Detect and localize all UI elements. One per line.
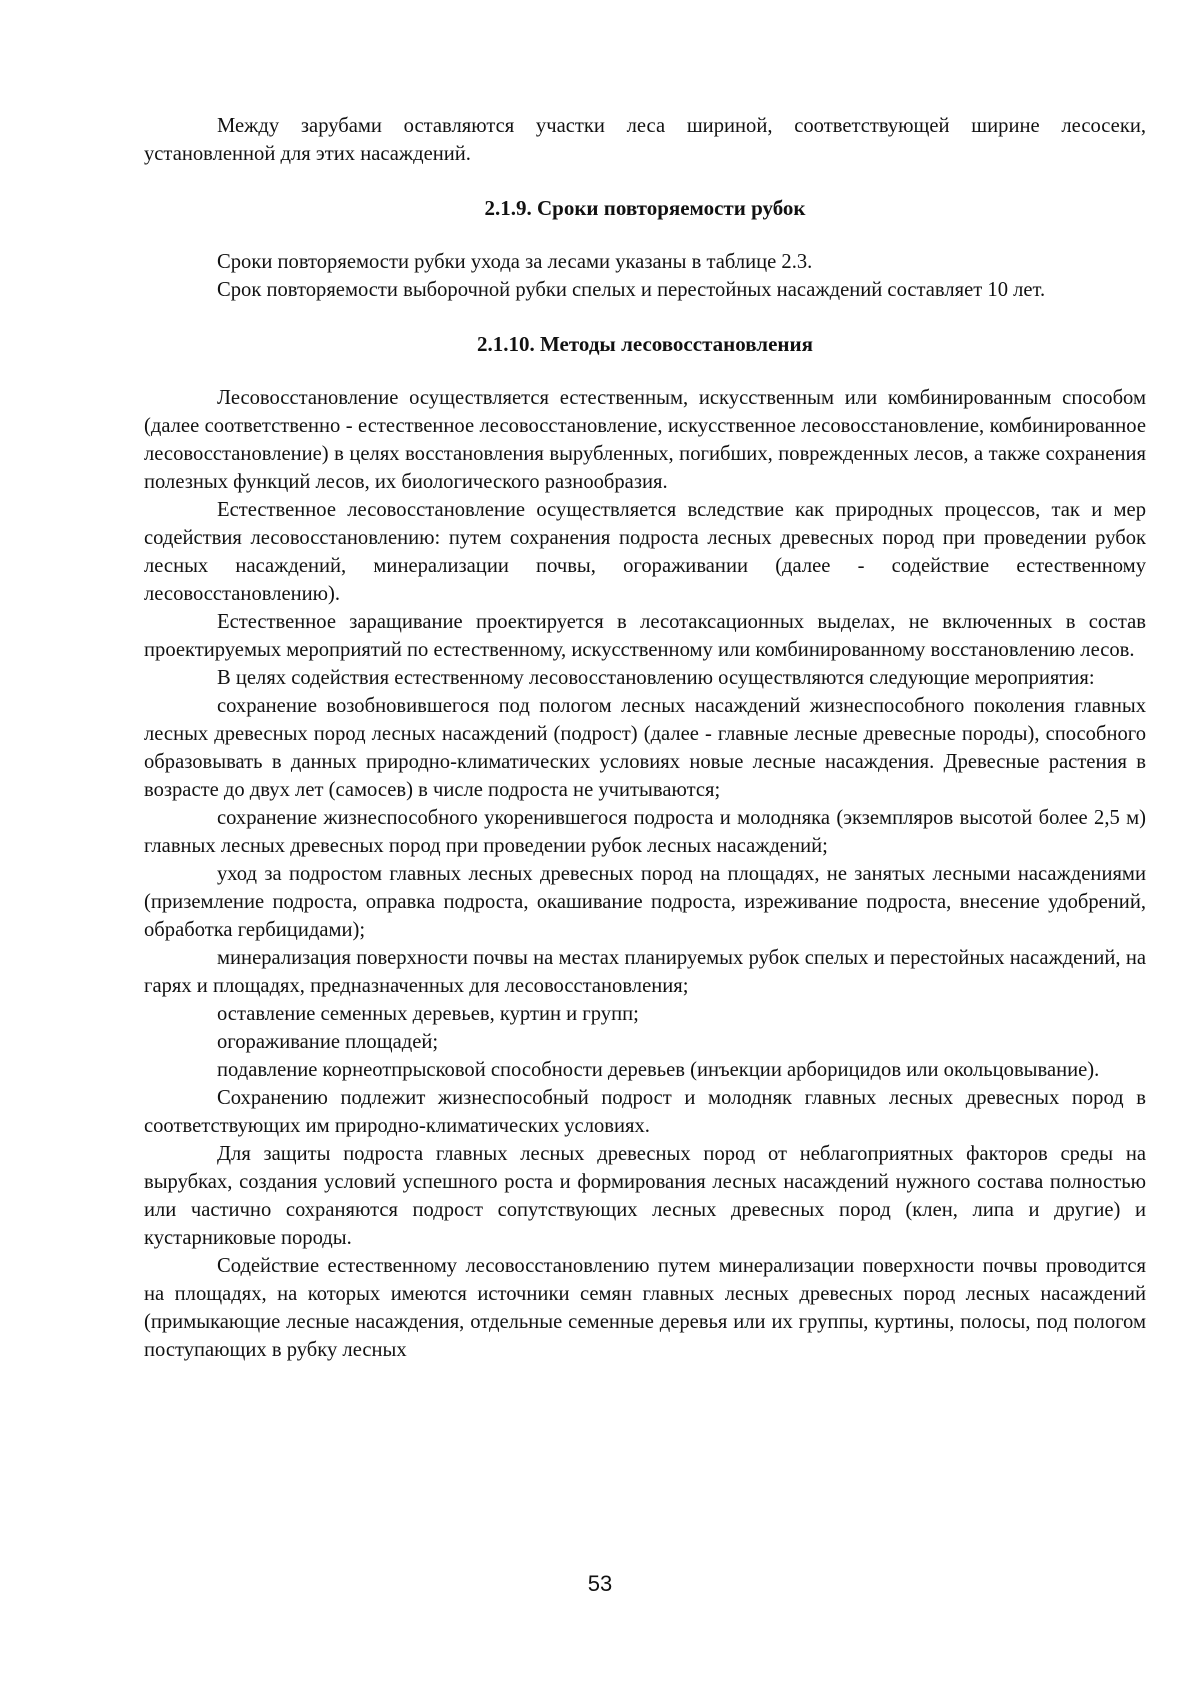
section-heading-reforestation-methods: 2.1.10. Методы лесовосстановления — [477, 332, 813, 356]
list-item: огораживание площадей; — [217, 1031, 439, 1053]
paragraph: Срок повторяемости выборочной рубки спелых и перестойных насаждений составляет 10 лет. — [217, 279, 1046, 301]
paragraph: Лесовосстановление осуществляется естественным, искусственным или комбинированным способом (далее соответственно - естественное лесовосстановление, искусственное лесовосстановление, комбинированное лесовосстановление) в целях восстановления вырубленных, погибших, поврежденных лесов, а также сохранения полезных функций лесов, их биологического разнообразия. — [144, 387, 1146, 493]
list-item: минерализация поверхности почвы на местах планируемых рубок спелых и перестойных насаждений, на гарях и площадях, предназначенных для лесовосстановления; — [144, 947, 1146, 997]
paragraph: Сроки повторяемости рубки ухода за лесами указаны в таблице 2.3. — [217, 251, 813, 273]
section-heading-cutting-frequency: 2.1.9. Сроки повторяемости рубок — [484, 196, 806, 220]
paragraph: Содействие естественному лесовосстановлению путем минерализации поверхности почвы проводится на площадях, на которых имеются источники семян главных лесных древесных пород лесных насаждений (примыкающие лесные насаждения, отдельные семенные деревья или их группы, куртины, полосы, под пологом поступающих в рубку лесных — [144, 1255, 1146, 1361]
paragraph: Между зарубами оставляются участки леса шириной, соответствующей ширине лесосеки, установленной для этих насаждений. — [144, 115, 1146, 165]
paragraph: Для защиты подроста главных лесных древесных пород от неблагоприятных факторов среды на вырубках, создания условий успешного роста и формирования лесных насаждений нужного состава полностью или частично сохраняются подрост сопутствующих лесных древесных пород (клен, липа и другие) и кустарниковые породы. — [144, 1143, 1146, 1249]
list-item: оставление семенных деревьев, куртин и групп; — [217, 1003, 639, 1025]
page-number: 53 — [587, 1571, 613, 1596]
list-item: подавление корнеотпрысковой способности деревьев (инъекции арборицидов или окольцовывание). — [217, 1059, 1100, 1081]
paragraph: Естественное заращивание проектируется в лесотаксационных выделах, не включенных в состав проектируемых мероприятий по естественному, искусственному или комбинированному восстановлению лесов. — [144, 611, 1146, 661]
document-page — [144, 112, 1146, 1364]
list-item: уход за подростом главных лесных древесных пород на площадях, не занятых лесными насаждениями (приземление подроста, оправка подроста, окашивание подроста, изреживание подроста, внесение удобрений, обработка гербицидами); — [144, 863, 1146, 941]
paragraph: В целях содействия естественному лесовосстановлению осуществляются следующие мероприятия: — [217, 667, 1095, 689]
list-item: сохранение возобновившегося под пологом лесных насаждений жизнеспособного поколения главных лесных древесных пород лесных насаждений (подрост) (далее - главные лесные древесные породы), способного образовывать в данных природно-климатических условиях новые лесные насаждения. Древесные растения в возрасте до двух лет (самосев) в числе подроста не учитываются; — [144, 695, 1146, 801]
list-item: сохранение жизнеспособного укоренившегося подроста и молодняка (экземпляров высотой более 2,5 м) главных лесных древесных пород при проведении рубок лесных насаждений; — [144, 807, 1146, 857]
paragraph: Сохранению подлежит жизнеспособный подрост и молодняк главных лесных древесных пород в соответствующих им природно-климатических условиях. — [144, 1087, 1146, 1137]
paragraph: Естественное лесовосстановление осуществляется вследствие как природных процессов, так и мер содействия лесовосстановлению: путем сохранения подроста лесных древесных пород при проведении рубок лесных насаждений, минерализации почвы, огораживании (далее - содействие естественному лесовосстановлению). — [144, 499, 1146, 605]
